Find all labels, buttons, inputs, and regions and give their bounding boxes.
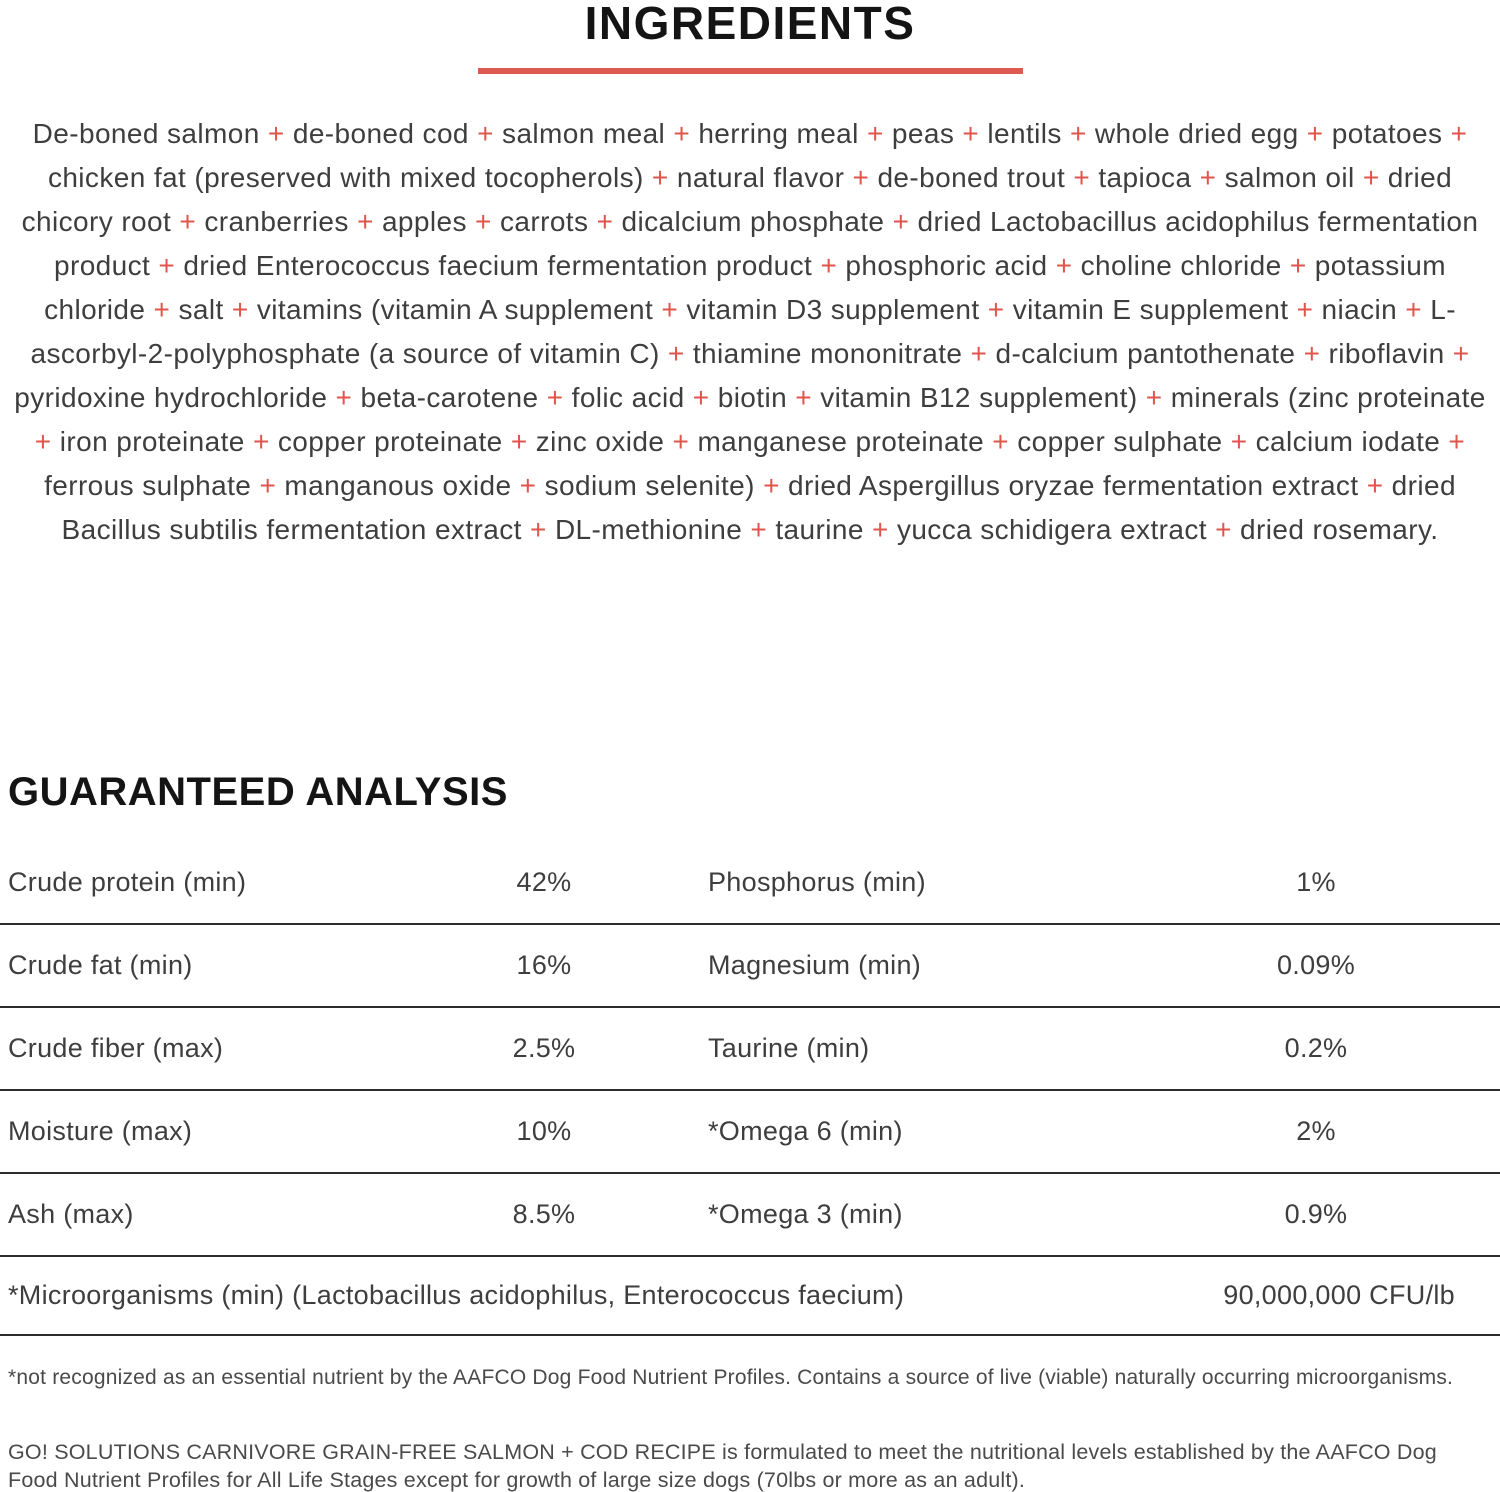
ingredient-item: De-boned salmon bbox=[32, 118, 260, 149]
plus-separator: + bbox=[1306, 118, 1324, 149]
ingredient-item: vitamins (vitamin A supplement bbox=[256, 294, 654, 325]
plus-separator: + bbox=[672, 426, 690, 457]
nutrient-value: 10% bbox=[516, 1116, 572, 1146]
plus-separator: + bbox=[1230, 426, 1248, 457]
plus-separator: + bbox=[546, 382, 564, 413]
plus-separator: + bbox=[852, 162, 870, 193]
ingredient-item: folic acid bbox=[571, 382, 685, 413]
plus-separator: + bbox=[1145, 382, 1163, 413]
microorganisms-row bbox=[0, 1257, 1500, 1336]
plus-separator: + bbox=[1450, 118, 1468, 149]
ingredient-item: minerals (zinc proteinate bbox=[1170, 382, 1486, 413]
ingredient-item: dried Aspergillus oryzae fermentation extract bbox=[788, 470, 1359, 501]
nutrient-value: 0.9% bbox=[1284, 1199, 1348, 1229]
aafco-footnote: *not recognized as an essential nutrient by the AAFCO Dog Food Nutrient Profiles. Contains a source of live (viable) naturally occurring microorganisms. bbox=[8, 1366, 1454, 1389]
plus-separator: + bbox=[335, 382, 353, 413]
nutrient-label: Crude fat (min) bbox=[8, 950, 193, 980]
plus-separator: + bbox=[596, 206, 614, 237]
ingredient-item: riboflavin bbox=[1328, 338, 1445, 369]
ingredient-item: salmon oil bbox=[1224, 162, 1355, 193]
nutrient-label: Ash (max) bbox=[8, 1199, 134, 1229]
plus-separator: + bbox=[871, 514, 889, 545]
analysis-row bbox=[0, 1091, 1500, 1174]
nutrient-value: 8.5% bbox=[512, 1199, 576, 1229]
ingredient-item: chicken fat (preserved with mixed tocopherols) bbox=[47, 162, 644, 193]
plus-separator: + bbox=[1069, 118, 1087, 149]
plus-separator: + bbox=[1448, 426, 1466, 457]
ingredient-item: zinc oxide bbox=[535, 426, 665, 457]
plus-separator: + bbox=[158, 250, 176, 281]
plus-separator: + bbox=[673, 118, 691, 149]
analysis-row bbox=[0, 842, 1500, 925]
nutrient-value: 42% bbox=[516, 867, 572, 897]
plus-separator: + bbox=[866, 118, 884, 149]
ingredient-item: cranberries bbox=[204, 206, 349, 237]
analysis-row bbox=[0, 925, 1500, 1008]
ingredient-item: pyridoxine hydrochloride bbox=[14, 382, 328, 413]
ingredient-item: de-boned cod bbox=[292, 118, 469, 149]
ingredient-item: dried chicory root bbox=[21, 162, 1453, 237]
plus-separator: + bbox=[1303, 338, 1321, 369]
ingredient-item: carrots bbox=[500, 206, 589, 237]
plus-separator: + bbox=[763, 470, 780, 501]
ingredient-item: copper proteinate bbox=[277, 426, 503, 457]
ingredient-item: biotin bbox=[717, 382, 788, 413]
ingredient-item: salt bbox=[178, 294, 224, 325]
ingredient-item: potatoes bbox=[1331, 118, 1443, 149]
plus-separator: + bbox=[477, 118, 494, 149]
plus-separator: + bbox=[179, 206, 197, 237]
plus-separator: + bbox=[667, 338, 685, 369]
plus-separator: + bbox=[529, 514, 547, 545]
ingredient-item: vitamin E supplement bbox=[1012, 294, 1289, 325]
plus-separator: + bbox=[987, 294, 1005, 325]
ingredient-item: dried rosemary. bbox=[1240, 514, 1439, 545]
nutrient-value: 16% bbox=[516, 950, 572, 980]
analysis-row bbox=[0, 1174, 1500, 1257]
plus-separator: + bbox=[267, 118, 285, 149]
formulation-statement: GO! SOLUTIONS CARNIVORE GRAIN-FREE SALMON + COD RECIPE is formulated to meet the nutritional levels established by the AAFCO Dog Food Nutrient Profiles for All Life Stages except for growth of large size dogs (70lbs or more as an adult). bbox=[8, 1440, 1437, 1492]
ingredients-title: INGREDIENTS bbox=[584, 0, 916, 49]
ingredient-item: copper sulphate bbox=[1017, 426, 1223, 457]
analysis-row bbox=[0, 1008, 1500, 1091]
ingredient-item: choline chloride bbox=[1080, 250, 1282, 281]
plus-separator: + bbox=[1073, 162, 1091, 193]
ingredient-item: niacin bbox=[1321, 294, 1398, 325]
ingredient-item: L-ascorbyl-2-polyphosphate (a source of vitamin C) bbox=[30, 294, 1456, 369]
nutrient-label: Magnesium (min) bbox=[708, 950, 922, 980]
ingredient-item: sodium selenite) bbox=[544, 470, 755, 501]
plus-separator: + bbox=[1452, 338, 1470, 369]
plus-separator: + bbox=[510, 426, 528, 457]
nutrient-value: 2% bbox=[1296, 1116, 1336, 1146]
ingredient-item: dried Bacillus subtilis fermentation extract bbox=[61, 470, 1456, 545]
guaranteed-analysis-title: GUARANTEED ANALYSIS bbox=[8, 770, 508, 814]
plus-separator: + bbox=[356, 206, 374, 237]
nutrient-label: *Omega 6 (min) bbox=[708, 1116, 903, 1146]
ingredient-item: vitamin B12 supplement) bbox=[820, 382, 1138, 413]
ingredient-item: yucca schidigera extract bbox=[896, 514, 1207, 545]
nutrient-label: Taurine (min) bbox=[708, 1033, 870, 1063]
microorganisms-value: 90,000,000 CFU/lb bbox=[1223, 1280, 1455, 1310]
plus-separator: + bbox=[795, 382, 813, 413]
nutrient-value: 1% bbox=[1296, 867, 1336, 897]
plus-separator: + bbox=[1362, 162, 1380, 193]
plus-separator: + bbox=[252, 426, 270, 457]
plus-separator: + bbox=[692, 382, 710, 413]
ingredients-paragraph bbox=[4, 112, 1496, 596]
plus-separator: + bbox=[750, 514, 768, 545]
ingredient-item: potassium chloride bbox=[44, 250, 1446, 325]
plus-separator: + bbox=[1366, 470, 1384, 501]
ingredient-item: natural flavor bbox=[676, 162, 845, 193]
plus-separator: + bbox=[1296, 294, 1314, 325]
ingredient-item: phosphoric acid bbox=[845, 250, 1048, 281]
nutrient-label: Crude fiber (max) bbox=[8, 1033, 224, 1063]
nutrient-label: Crude protein (min) bbox=[8, 867, 247, 897]
ingredient-item: dicalcium phosphate bbox=[621, 206, 885, 237]
ingredient-item: manganous oxide bbox=[284, 470, 512, 501]
ingredient-item: salmon meal bbox=[502, 118, 666, 149]
plus-separator: + bbox=[1055, 250, 1073, 281]
plus-separator: + bbox=[153, 294, 171, 325]
ingredient-item: calcium iodate bbox=[1255, 426, 1441, 457]
ingredient-item: DL-methionine bbox=[554, 514, 743, 545]
guaranteed-analysis-table bbox=[0, 842, 1500, 1257]
plus-separator: + bbox=[1215, 514, 1232, 545]
plus-separator: + bbox=[1289, 250, 1307, 281]
ingredient-item: vitamin D3 supplement bbox=[686, 294, 980, 325]
nutrient-value: 2.5% bbox=[512, 1033, 576, 1063]
ingredient-item: ferrous sulphate bbox=[44, 470, 252, 501]
ingredient-item: peas bbox=[891, 118, 955, 149]
plus-separator: + bbox=[231, 294, 249, 325]
plus-separator: + bbox=[661, 294, 679, 325]
ingredient-item: whole dried egg bbox=[1094, 118, 1299, 149]
ingredient-item: de-boned trout bbox=[877, 162, 1066, 193]
ingredient-item: d-calcium pantothenate bbox=[995, 338, 1296, 369]
plus-separator: + bbox=[1405, 294, 1423, 325]
ingredient-item: dried Enterococcus faecium fermentation product bbox=[183, 250, 813, 281]
nutrient-value: 0.09% bbox=[1276, 950, 1356, 980]
plus-separator: + bbox=[820, 250, 838, 281]
nutrient-label: *Omega 3 (min) bbox=[708, 1199, 903, 1229]
plus-separator: + bbox=[892, 206, 910, 237]
ingredient-item: beta-carotene bbox=[360, 382, 539, 413]
title-underline-rule bbox=[478, 68, 1023, 74]
plus-separator: + bbox=[651, 162, 669, 193]
ingredient-item: manganese proteinate bbox=[697, 426, 985, 457]
plus-separator: + bbox=[259, 470, 277, 501]
ingredient-item: herring meal bbox=[698, 118, 859, 149]
nutrient-label: Phosphorus (min) bbox=[708, 867, 926, 897]
plus-separator: + bbox=[475, 206, 492, 237]
ingredient-item: thiamine mononitrate bbox=[692, 338, 963, 369]
plus-separator: + bbox=[34, 426, 52, 457]
plus-separator: + bbox=[970, 338, 988, 369]
ingredient-item: taurine bbox=[775, 514, 864, 545]
ingredient-item: tapioca bbox=[1098, 162, 1192, 193]
plus-separator: + bbox=[1199, 162, 1217, 193]
plus-separator: + bbox=[992, 426, 1010, 457]
nutrient-label: Moisture (max) bbox=[8, 1116, 193, 1146]
ingredient-item: apples bbox=[381, 206, 467, 237]
ingredient-item: lentils bbox=[987, 118, 1062, 149]
plus-separator: + bbox=[962, 118, 980, 149]
nutrient-value: 0.2% bbox=[1284, 1033, 1348, 1063]
plus-separator: + bbox=[519, 470, 537, 501]
ingredient-item: dried Lactobacillus acidophilus fermentation product bbox=[54, 206, 1479, 281]
ingredient-item: iron proteinate bbox=[59, 426, 245, 457]
microorganisms-label: *Microorganisms (min) (Lactobacillus acidophilus, Enterococcus faecium) bbox=[8, 1280, 905, 1310]
